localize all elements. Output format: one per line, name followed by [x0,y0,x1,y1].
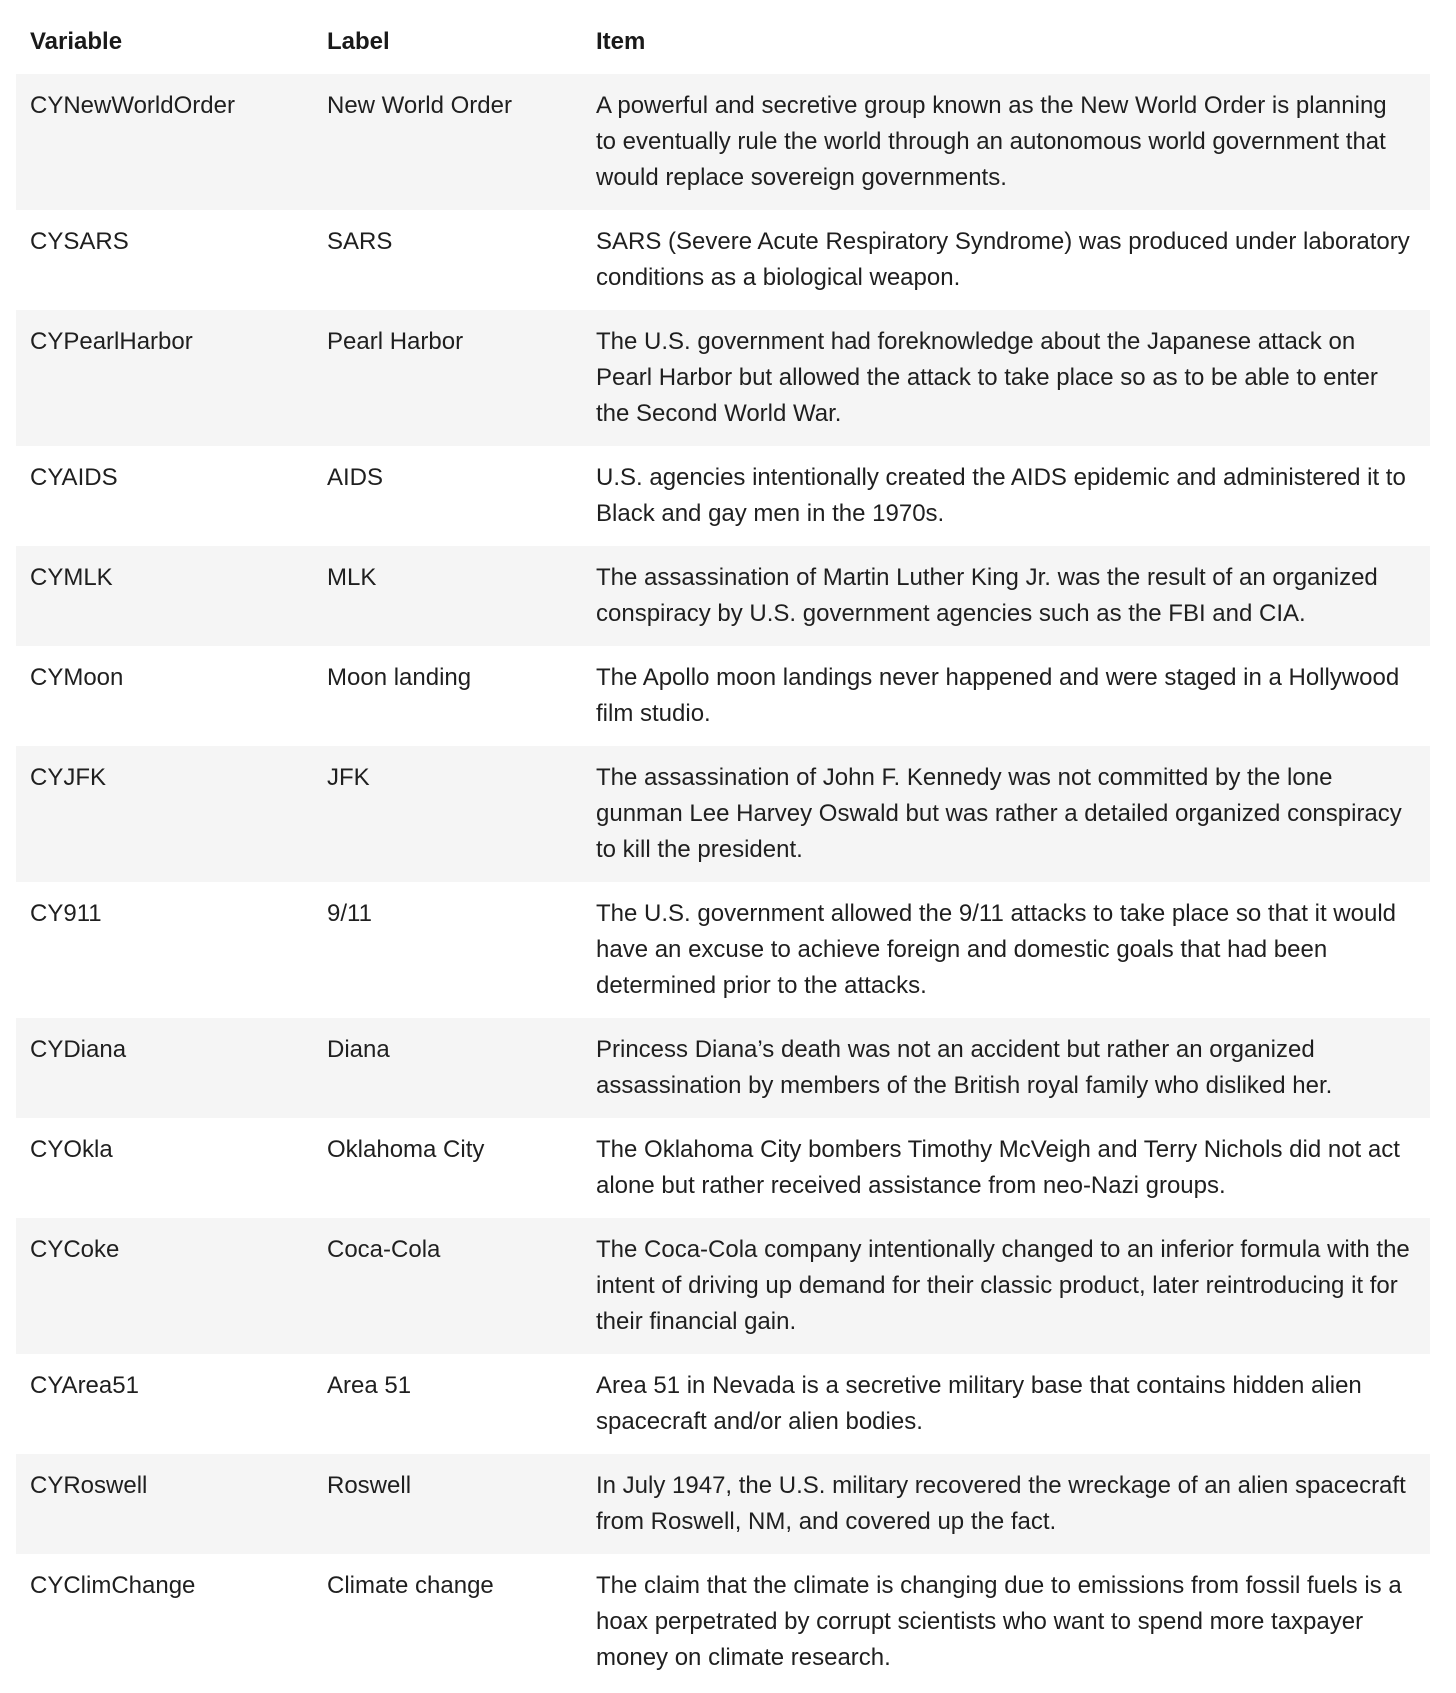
table-row [16,210,1430,310]
label-cell: Roswell [327,1472,412,1499]
item-cell: Area 51 in Nevada is a secretive military base that contains hidden alien spacecraft and/or alien bodies. [596,1372,1362,1435]
label-cell: Climate change [327,1572,494,1599]
variables-table [16,14,1430,1690]
label-cell: 9/11 [327,900,372,927]
item-cell: The claim that the climate is changing due to emissions from fossil fuels is a hoax perpetrated by corrupt scientists who want to spend more taxpayer money on climate research. [596,1572,1402,1671]
label-cell: Diana [327,1036,390,1063]
label-cell: Moon landing [327,664,472,691]
item-cell: Princess Diana’s death was not an accident but rather an organized assassination by members of the British royal family who disliked her. [596,1036,1333,1099]
table-row [16,446,1430,546]
item-cell: In July 1947, the U.S. military recovered the wreckage of an alien spacecraft from Roswell, NM, and covered up the fact. [596,1472,1406,1535]
item-cell: The Coca-Cola company intentionally changed to an inferior formula with the intent of driving up demand for their classic product, later reintroducing it for their financial gain. [596,1236,1410,1335]
item-cell: SARS (Severe Acute Respiratory Syndrome) was produced under laboratory conditions as a biological weapon. [596,228,1410,291]
table-row [16,746,1430,882]
item-cell: A powerful and secretive group known as the New World Order is planning to eventually rule the world through an autonomous world government that would replace sovereign governments. [596,92,1387,191]
label-cell: New World Order [327,92,512,119]
item-cell: The assassination of Martin Luther King Jr. was the result of an organized conspiracy by U.S. government agencies such as the FBI and CIA. [596,564,1378,627]
header-label: Label [327,28,390,55]
item-cell: U.S. agencies intentionally created the AIDS epidemic and administered it to Black and gay men in the 1970s. [596,464,1406,527]
variable-cell: CYDiana [30,1036,127,1063]
label-cell: Area 51 [327,1372,412,1399]
table-row [16,1554,1430,1690]
variable-cell: CYClimChange [30,1572,196,1599]
item-cell: The U.S. government had foreknowledge about the Japanese attack on Pearl Harbor but allowed the attack to take place so as to be able to enter the Second World War. [596,328,1378,427]
item-cell: The Oklahoma City bombers Timothy McVeigh and Terry Nichols did not act alone but rather received assistance from neo-Nazi groups. [596,1136,1400,1199]
item-cell: The assassination of John F. Kennedy was not committed by the lone gunman Lee Harvey Oswald but was rather a detailed organized conspiracy to kill the president. [596,764,1402,863]
variable-cell: CYMoon [30,664,124,691]
label-cell: Coca-Cola [327,1236,441,1263]
variable-cell: CYNewWorldOrder [30,92,235,119]
variable-cell: CYMLK [30,564,113,591]
table-header-row [16,14,1430,74]
table-row [16,310,1430,446]
table-row [16,1354,1430,1454]
variable-cell: CYJFK [30,764,107,791]
label-cell: AIDS [327,464,384,491]
variable-cell: CY911 [30,900,102,927]
variable-cell: CYPearlHarbor [30,328,193,355]
table-row [16,646,1430,746]
label-cell: MLK [327,564,377,591]
header-variable: Variable [30,28,123,55]
variable-cell: CYOkla [30,1136,113,1163]
item-cell: The U.S. government allowed the 9/11 attacks to take place so that it would have an excuse to achieve foreign and domestic goals that had been determined prior to the attacks. [596,900,1397,999]
variable-cell: CYCoke [30,1236,120,1263]
label-cell: Oklahoma City [327,1136,485,1163]
variable-cell: CYArea51 [30,1372,139,1399]
variable-cell: CYSARS [30,228,129,255]
table-row [16,1118,1430,1218]
table-row [16,882,1430,1018]
variable-cell: CYAIDS [30,464,118,491]
label-cell: Pearl Harbor [327,328,464,355]
table-row [16,1018,1430,1118]
variable-cell: CYRoswell [30,1472,148,1499]
table-row [16,1218,1430,1354]
label-cell: SARS [327,228,393,255]
table-row [16,546,1430,646]
item-cell: The Apollo moon landings never happened and were staged in a Hollywood film studio. [596,664,1400,727]
table-row [16,74,1430,210]
table-row [16,1454,1430,1554]
label-cell: JFK [327,764,370,791]
header-item: Item [596,28,646,55]
